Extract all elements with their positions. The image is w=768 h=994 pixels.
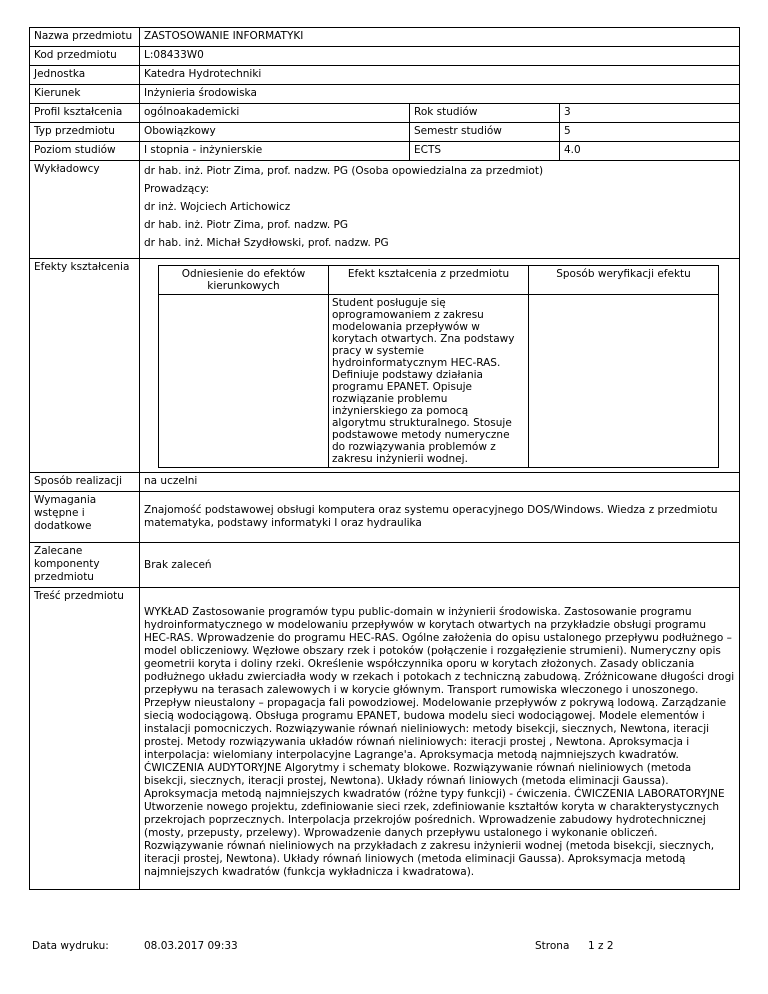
- lecturer-item: dr hab. inż. Michał Szydłowski, prof. nadzw. PG: [144, 237, 389, 249]
- label-realizacja: Sposób realizacji: [30, 473, 140, 492]
- course-card: [29, 27, 739, 890]
- label-semestr: Semestr studiów: [410, 123, 560, 142]
- value-kod: L:08433W0: [140, 47, 740, 66]
- label-poziom: Poziom studiów: [30, 142, 140, 161]
- value-jednostka: Katedra Hydrotechniki: [140, 66, 740, 85]
- efekty-cell-odniesienie: [159, 295, 329, 468]
- value-poziom: I stopnia - inżynierskie: [140, 142, 410, 161]
- value-semestr: 5: [560, 123, 740, 142]
- row-kierunek: [30, 85, 740, 104]
- prowadzacy-label: Prowadzący:: [144, 183, 210, 195]
- row-poziom: [30, 142, 740, 161]
- efekty-header-row: [159, 266, 719, 295]
- label-nazwa: Nazwa przedmiotu: [30, 28, 140, 47]
- efekty-header-efekt: Efekt kształcenia z przedmiotu: [329, 266, 529, 295]
- label-wymagania: Wymagania wstępne i dodatkowe: [30, 492, 140, 543]
- page-label: Strona: [535, 940, 570, 952]
- page-number: 1 z 2: [588, 940, 614, 952]
- value-nazwa: ZASTOSOWANIE INFORMATYKI: [140, 28, 740, 47]
- row-wymagania: [30, 492, 740, 543]
- print-date-label: Data wydruku:: [32, 940, 109, 952]
- row-komponenty: [30, 543, 740, 588]
- row-nazwa: [30, 28, 740, 47]
- value-komponenty: Brak zaleceń: [140, 543, 740, 588]
- efekty-table: [158, 265, 719, 468]
- row-realizacja: [30, 473, 740, 492]
- value-ects: 4.0: [560, 142, 740, 161]
- row-profil: [30, 104, 740, 123]
- lecturer-main: dr hab. inż. Piotr Zima, prof. nadzw. PG (Osoba opowiedzialna za przedmiot): [144, 165, 544, 177]
- label-ects: ECTS: [410, 142, 560, 161]
- efekty-row: [159, 295, 719, 468]
- label-rok: Rok studiów: [410, 104, 560, 123]
- print-date-value: 08.03.2017 09:33: [144, 940, 238, 952]
- efekty-header-weryfikacja: Sposób weryfikacji efektu: [529, 266, 719, 295]
- value-kierunek: Inżynieria środowiska: [140, 85, 740, 104]
- label-kierunek: Kierunek: [30, 85, 140, 104]
- lecturer-item: dr inż. Wojciech Artichowicz: [144, 201, 291, 213]
- label-typ: Typ przedmiotu: [30, 123, 140, 142]
- efekty-cell-efekt: Student posługuje się oprogramowaniem z zakresu modelowania przepływów w korytach otwartych. Zna podstawy pracy w systemie hydroinformatycznym HEC-RAS. Definiuje podstawy działania programu EPANET. Opisuje rozwiązanie problemu inżynierskiego za pomocą algorytmu strukturalnego. Stosuje podstawowe metody numeryczne do rozwiązywania problemów z zakresu inżynierii wodnej.: [329, 295, 529, 468]
- tresc-text: WYKŁAD Zastosowanie programów typu public-domain w inżynierii środowiska. Zastosowanie programu hydroinformatycznego w modelowaniu przepływów w korytach otwartych na przykładzie obsługi programu HEC-RAS. Wprowadzenie do programu HEC-RAS. Ogólne założenia do opisu ustalonego przepływu podłużnego – model obliczeniowy. Węzłowe obszary rzek i potoków (połączenie i rozgałęzienie strumieni). Numeryczny opis geometrii koryta i doliny rzeki. Określenie współczynnika oporu w korytach złożonych. Zasady obliczania podłużnego układu zwierciadła wody w rzekach i potokach z techniczną zabudową. Zróżnicowane długości drogi przepływu na terasach zalewowych i w korycie głównym. Transport rumowiska wleczonego i unoszonego. Przepływ nieustalony – propagacja fali powodziowej. Modelowanie przepływów z pokrywą lodową. Zarządzanie siecią wodociągową. Obsługa programu EPANET, budowa modelu sieci wodociągowej. Modele elementów i instalacji pomocniczych. Rozwiązywanie równań nieliniowych: metody bisekcji, siecznych, Newtona, iteracji prostej. Metody rozwiązywania układów równań nieliniowych: iteracji prostej , Newtona. Aproksymacja i interpolacja: wielomiany interpolacyjne Lagrange'a. Aproksymacja metodą najmniejszych kwadratów. ĆWICZENIA AUDYTORYJNE Algorytmy i schematy blokowe. Rozwiązywanie równań nieliniowych (metoda bisekcji, siecznych, iteracji prostej, Newtona). Układy równań liniowych (metoda eliminacji Gaussa). Aproksymacja metodą najmniejszych kwadratów (różne typy funkcji) - ćwiczenia. ĆWICZENIA LABORATORYJNE Utworzenie nowego projektu, zdefiniowanie sieci rzek, zdefiniowanie kształtów koryta w charakterystycznych przekrojach poprzecznych. Interpolacja przekrojów pośrednich. Wprowadzenie zabudowy hydrotechnicznej (mosty, przepusty, przelewy). Wprowadzenie danych przepływu ustalonego i wykonanie obliczeń. Rozwiązywanie równań nieliniowych na przykładach z zakresu inżynierii wodnej (metoda bisekcji, siecznych, iteracji prostej, Newtona). Układy równań liniowych (metoda eliminacji Gaussa). Aproksymacja metodą najmniejszych kwadratów (funkcja wykładnicza i kwadratowa).: [144, 606, 735, 878]
- value-rok: 3: [560, 104, 740, 123]
- label-kod: Kod przedmiotu: [30, 47, 140, 66]
- lecturer-item: dr hab. inż. Piotr Zima, prof. nadzw. PG: [144, 219, 348, 231]
- row-jednostka: [30, 66, 740, 85]
- value-typ: Obowiązkowy: [140, 123, 410, 142]
- value-efekty: [140, 259, 740, 473]
- row-tresc: [30, 588, 740, 890]
- value-wykladowcy: [140, 161, 740, 259]
- label-profil: Profil kształcenia: [30, 104, 140, 123]
- value-profil: ogólnoakademicki: [140, 104, 410, 123]
- efekty-cell-weryfikacja: [529, 295, 719, 468]
- value-wymagania: Znajomość podstawowej obsługi komputera oraz systemu operacyjnego DOS/Windows. Wiedza z przedmiotu matematyka, podstawy informatyki I oraz hydraulika: [140, 492, 740, 543]
- label-jednostka: Jednostka: [30, 66, 140, 85]
- row-efekty: [30, 259, 740, 473]
- efekty-header-odniesienie: Odniesienie do efektów kierunkowych: [159, 266, 329, 295]
- label-wykladowcy: Wykładowcy: [30, 161, 140, 259]
- label-tresc: Treść przedmiotu: [30, 588, 140, 890]
- row-typ: [30, 123, 740, 142]
- course-info-table: [29, 27, 740, 890]
- row-wykladowcy: [30, 161, 740, 259]
- label-efekty: Efekty kształcenia: [30, 259, 140, 473]
- row-kod: [30, 47, 740, 66]
- value-realizacja: na uczelni: [140, 473, 740, 492]
- value-tresc: [140, 588, 740, 890]
- label-komponenty: Zalecane komponenty przedmiotu: [30, 543, 140, 588]
